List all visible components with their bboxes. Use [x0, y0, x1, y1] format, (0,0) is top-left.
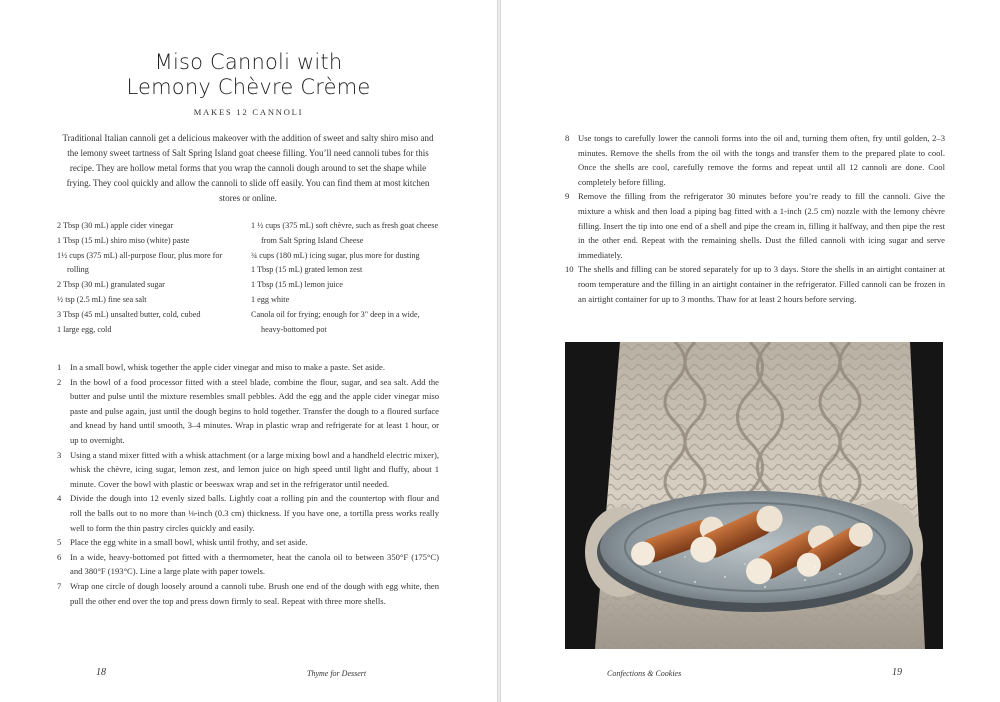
step-number: 2	[57, 376, 62, 387]
recipe-title	[0, 50, 497, 100]
step-number: 7	[57, 580, 62, 591]
step-number: 5	[57, 537, 62, 548]
ingredient: 1 Tbsp (15 mL) grated lemon zest	[251, 265, 363, 275]
cannoli-photo	[565, 342, 943, 649]
method-step	[57, 360, 439, 375]
step-number: 10	[565, 264, 574, 275]
method-steps-right	[565, 131, 945, 306]
cannoli-photo-illustration	[565, 342, 943, 649]
method-step	[57, 550, 439, 579]
ingredients-column-1	[57, 219, 242, 337]
ingredient: Canola oil for frying; enough for 3" deep in a wide, heavy-bottomed pot	[251, 309, 420, 334]
title-line-2: Lemony Chèvre Crème	[126, 75, 371, 99]
method-step	[57, 535, 439, 550]
left-page-number: 18	[96, 667, 106, 678]
ingredient: 1 Tbsp (15 mL) shiro miso (white) paste	[57, 235, 190, 245]
title-line-1: Miso Cannoli with	[154, 50, 343, 74]
ingredient: 1½ cups (375 mL) all-purpose flour, plus more for rolling	[57, 250, 223, 275]
method-step	[57, 375, 439, 448]
ingredient: 2 Tbsp (30 mL) granulated sugar	[57, 280, 165, 290]
ingredient: ½ tsp (2.5 mL) fine sea salt	[57, 294, 147, 304]
step-text: Using a stand mixer fitted with a whisk attachment (or a large mixing bowl and a handheld electric mixer), whisk the chèvre, icing sugar, lemon zest, and lemon juice on high speed until light and fluffy, about 1 minute. Cover the bowl with plastic or beeswax wrap and set in the refrigerator until needed.	[70, 449, 439, 489]
step-text: Wrap one circle of dough loosely around a cannoli tube. Brush one end of the dough with egg white, then pull the other end over the top and press down firmly to seal. Repeat with three more shells.	[70, 580, 439, 606]
step-number: 1	[57, 362, 62, 372]
method-step	[565, 131, 945, 189]
step-text: In a wide, heavy-bottomed pot fitted with a thermometer, heat the canola oil to between 350°F (175°C) and 380°F (193°C). Line a large plate with paper towels.	[70, 551, 439, 577]
method-step	[57, 448, 439, 492]
ingredient: 1 egg white	[251, 294, 290, 304]
ingredient: 1 ½ cups (375 mL) soft chèvre, such as fresh goat cheese from Salt Spring Island Cheese	[251, 221, 439, 245]
method-step	[57, 579, 439, 608]
step-number: 3	[57, 449, 62, 460]
right-page-number: 19	[892, 667, 902, 678]
step-number: 6	[57, 551, 62, 562]
ingredients-column-2	[251, 219, 441, 337]
method-step	[565, 262, 945, 306]
ingredient: 2 Tbsp (30 mL) apple cider vinegar	[57, 221, 174, 230]
step-number: 8	[565, 133, 570, 143]
step-text: Use tongs to carefully lower the cannoli forms into the oil and, turning them often, fry until golden, 2–3 minutes. Remove the shells from the oil with the tongs and transfer them to the prepared plate to cool. Once the shells are cool, carefully remove the forms and repeat until all 12 cannoli are done. Cool completely before filling.	[578, 133, 945, 187]
ingredient: 1 large egg, cold	[57, 324, 112, 334]
step-number: 4	[57, 493, 62, 504]
left-running-head: Thyme for Dessert	[307, 669, 367, 678]
right-running-head: Confections & Cookies	[607, 669, 682, 678]
step-text: The shells and filling can be stored separately for up to 3 days. Store the shells in an airtight container at room temperature and the filling in an airtight container in the refrigerator. Filled cannoli can be frozen in an airtight container for up to 3 months. Thaw for at least 2 hours before serving.	[578, 264, 945, 304]
step-text: Divide the dough into 12 evenly sized balls. Lightly coat a rolling pin and the countertop with flour and roll the balls out to no more than ⅛-inch (0.3 cm) thickness. If you have one, a tortilla press works really well to form the thin pastry circles quickly and easily.	[70, 493, 439, 533]
recipe-intro: Traditional Italian cannoli get a delicious makeover with the addition of sweet and salty shiro miso and the lemony sweet tartness of Salt Spring Island goat cheese filling. You’ll need cannoli tubes for this recipe. They are hollow metal forms that you wrap the cannoli dough around to set the shape while frying. They cool quickly and allow the cannoli to slide off easily. You can find them at most kitchen stores or online.	[62, 133, 434, 203]
step-text: Place the egg white in a small bowl, whisk until frothy, and set aside.	[70, 537, 308, 548]
step-text: Remove the filling from the refrigerator 30 minutes before you’re ready to fill the cannoli. Give the mixture a whisk and then load a piping bag fitted with a 1-inch (2.5 cm) nozzle with the lemony chèvre filling. Insert the tip into one end of a shell and pipe the cream in, filling it halfway, and then pipe the rest in the other end. Repeat with the remaining shells. Dust the filled cannoli with icing sugar and serve immediately.	[578, 191, 945, 260]
ingredient: 1 Tbsp (15 mL) lemon juice	[251, 280, 343, 290]
ingredient: 3 Tbsp (45 mL) unsalted butter, cold, cubed	[57, 309, 201, 319]
ingredient: ¾ cups (180 mL) icing sugar, plus more for dusting	[251, 250, 420, 260]
step-number: 9	[565, 191, 570, 202]
method-step	[57, 491, 439, 535]
recipe-yield: MAKES 12 CANNOLI	[193, 107, 304, 117]
step-text: In the bowl of a food processor fitted with a steel blade, combine the flour, sugar, and sea salt. Add the butter and pulse until the mixture resembles small pebbles. Add the egg and the apple cider vinegar miso paste and pulse again, just until the dough begins to hold together. Transfer the dough to a floured surface and knead by hand until smooth, 3–4 minutes. Wrap in plastic wrap and refrigerate for at least 1 hour, or up to overnight.	[70, 376, 439, 445]
step-text: In a small bowl, whisk together the apple cider vinegar and miso to make a paste. Set aside.	[70, 362, 386, 372]
method-steps-left	[57, 360, 439, 608]
left-page	[0, 0, 497, 702]
method-step	[565, 189, 945, 262]
